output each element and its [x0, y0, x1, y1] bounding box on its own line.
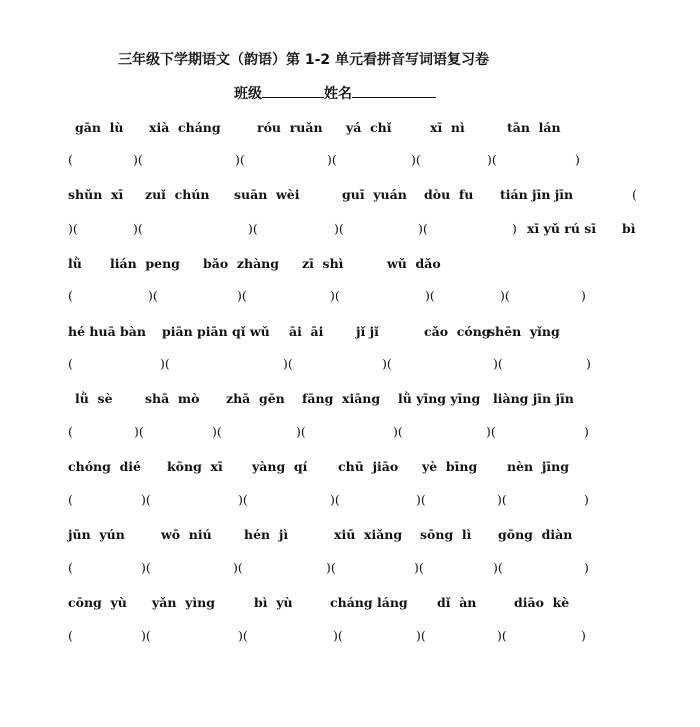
pinyin-word: yá chǐ	[346, 120, 392, 135]
answer-bracket[interactable]: )(	[393, 424, 403, 439]
answer-bracket[interactable]: )(	[414, 560, 424, 575]
answer-bracket[interactable]: (	[632, 187, 637, 202]
pinyin-word: jǐ jǐ	[356, 324, 379, 339]
answer-bracket[interactable]: )(	[330, 288, 340, 303]
answer-bracket[interactable]: )	[584, 424, 589, 439]
pinyin-word: bǎo zhàng	[203, 256, 279, 271]
pinyin-word: lián peng	[110, 256, 180, 271]
answer-bracket[interactable]: )	[581, 628, 586, 643]
answer-bracket[interactable]: )(	[330, 492, 340, 507]
answer-bracket[interactable]: )(	[235, 152, 245, 167]
pinyin-word: xī yǔ rú sī	[527, 221, 597, 236]
answer-bracket[interactable]: )(	[160, 356, 170, 371]
pinyin-word: bì	[622, 221, 636, 236]
pinyin-word: yàng qí	[252, 459, 308, 474]
pinyin-word: liàng jīn jīn	[493, 391, 574, 406]
pinyin-word: shēn yǐng	[488, 324, 560, 339]
answer-bracket[interactable]: )(	[248, 221, 258, 236]
pinyin-word: nèn jīng	[507, 459, 569, 474]
answer-bracket[interactable]: )(	[334, 221, 344, 236]
pinyin-word: yǎn yìng	[152, 595, 215, 610]
pinyin-word: āi āi	[289, 324, 324, 339]
pinyin-word: wǔ dǎo	[387, 256, 441, 271]
answer-bracket[interactable]: )(	[133, 152, 143, 167]
pinyin-word: zhā gēn	[226, 391, 285, 406]
answer-bracket[interactable]: )(	[68, 221, 78, 236]
answer-bracket[interactable]: )(	[486, 424, 496, 439]
pinyin-word: fāng xiāng	[302, 391, 381, 406]
pinyin-word: sōng lì	[420, 527, 472, 542]
answer-bracket[interactable]: )(	[416, 492, 426, 507]
answer-bracket[interactable]: )(	[238, 492, 248, 507]
answer-bracket[interactable]: )(	[425, 288, 435, 303]
answer-bracket[interactable]: )(	[327, 152, 337, 167]
pinyin-word: diāo kè	[514, 595, 570, 610]
answer-bracket[interactable]: )(	[237, 288, 247, 303]
answer-bracket[interactable]: (	[68, 492, 73, 507]
pinyin-word: dòu fu	[424, 187, 474, 202]
name-label: 姓名	[324, 86, 352, 102]
answer-bracket[interactable]: )(	[141, 492, 151, 507]
answer-bracket[interactable]: )(	[238, 628, 248, 643]
answer-bracket[interactable]: )(	[134, 424, 144, 439]
pinyin-word: zī shì	[302, 256, 344, 271]
answer-bracket[interactable]: )	[584, 560, 589, 575]
pinyin-word: hé huā bàn	[68, 324, 146, 339]
pinyin-word: zuǐ chún	[145, 187, 210, 202]
answer-bracket[interactable]: )	[586, 356, 591, 371]
answer-bracket[interactable]: )(	[411, 152, 421, 167]
worksheet-title: 三年级下学期语文（韵语）第 1-2 单元看拼音写词语复习卷	[118, 52, 490, 68]
student-info-line	[234, 83, 436, 103]
answer-bracket[interactable]: )(	[493, 356, 503, 371]
answer-bracket[interactable]: )(	[233, 560, 243, 575]
pinyin-word: bì yù	[254, 595, 293, 610]
pinyin-word: lǜ	[68, 256, 82, 271]
pinyin-word: tān lán	[507, 120, 561, 135]
answer-bracket[interactable]: )(	[497, 628, 507, 643]
pinyin-word: cǎo cóng	[424, 324, 491, 339]
pinyin-word: shǔn xī	[68, 187, 124, 202]
pinyin-word: tián jīn jīn	[500, 187, 574, 202]
answer-bracket[interactable]: )(	[418, 221, 428, 236]
pinyin-word: lǜ yīng yīng	[398, 391, 481, 406]
pinyin-word: róu ruǎn	[257, 120, 323, 135]
answer-bracket[interactable]: (	[68, 356, 73, 371]
answer-bracket[interactable]: )(	[326, 560, 336, 575]
answer-bracket[interactable]: )	[584, 492, 589, 507]
answer-bracket[interactable]: )(	[212, 424, 222, 439]
answer-bracket[interactable]: )(	[133, 221, 143, 236]
answer-bracket[interactable]: )	[512, 221, 517, 236]
class-label: 班级	[234, 86, 262, 102]
pinyin-word: chóng dié	[68, 459, 142, 474]
pinyin-word: hén jì	[244, 527, 289, 542]
answer-bracket[interactable]: )(	[416, 628, 426, 643]
pinyin-word: dǐ àn	[437, 595, 477, 610]
pinyin-word: jūn yún	[68, 527, 125, 542]
pinyin-word: yè bīng	[422, 459, 478, 474]
answer-bracket[interactable]: (	[68, 288, 73, 303]
pinyin-word: wō niú	[161, 527, 212, 542]
pinyin-word: cōng yù	[68, 595, 127, 610]
answer-bracket[interactable]: )(	[487, 152, 497, 167]
answer-bracket[interactable]: )(	[296, 424, 306, 439]
answer-bracket[interactable]: (	[68, 424, 73, 439]
pinyin-word: xià cháng	[149, 120, 221, 135]
pinyin-word: piān piān qǐ wǔ	[162, 324, 270, 339]
answer-bracket[interactable]: )(	[283, 356, 293, 371]
pinyin-word: kōng xī	[167, 459, 223, 474]
pinyin-word: gōng diàn	[498, 527, 573, 542]
answer-bracket[interactable]: (	[68, 628, 73, 643]
answer-bracket[interactable]: )	[575, 152, 580, 167]
pinyin-word: lǜ sè	[75, 391, 113, 406]
answer-bracket[interactable]: )(	[500, 288, 510, 303]
pinyin-word: xiū xiǎng	[334, 527, 403, 542]
answer-bracket[interactable]: )	[581, 288, 586, 303]
pinyin-word: cháng láng	[330, 595, 408, 610]
pinyin-word: xī nì	[430, 120, 465, 135]
pinyin-word: chū jiāo	[338, 459, 399, 474]
pinyin-word: guī yuán	[342, 187, 407, 202]
pinyin-word: shā mò	[145, 391, 200, 406]
answer-bracket[interactable]: )(	[141, 560, 151, 575]
answer-bracket[interactable]: (	[68, 152, 73, 167]
answer-bracket[interactable]: (	[68, 560, 73, 575]
pinyin-word: gān lù	[75, 120, 124, 135]
answer-bracket[interactable]: )(	[497, 492, 507, 507]
class-blank[interactable]	[262, 83, 324, 98]
pinyin-word: suān wèi	[234, 187, 300, 202]
answer-bracket[interactable]: )(	[148, 288, 158, 303]
answer-bracket[interactable]: )(	[141, 628, 151, 643]
answer-bracket[interactable]: )(	[493, 560, 503, 575]
answer-bracket[interactable]: )(	[333, 628, 343, 643]
answer-bracket[interactable]: )(	[382, 356, 392, 371]
name-blank[interactable]	[352, 83, 436, 98]
